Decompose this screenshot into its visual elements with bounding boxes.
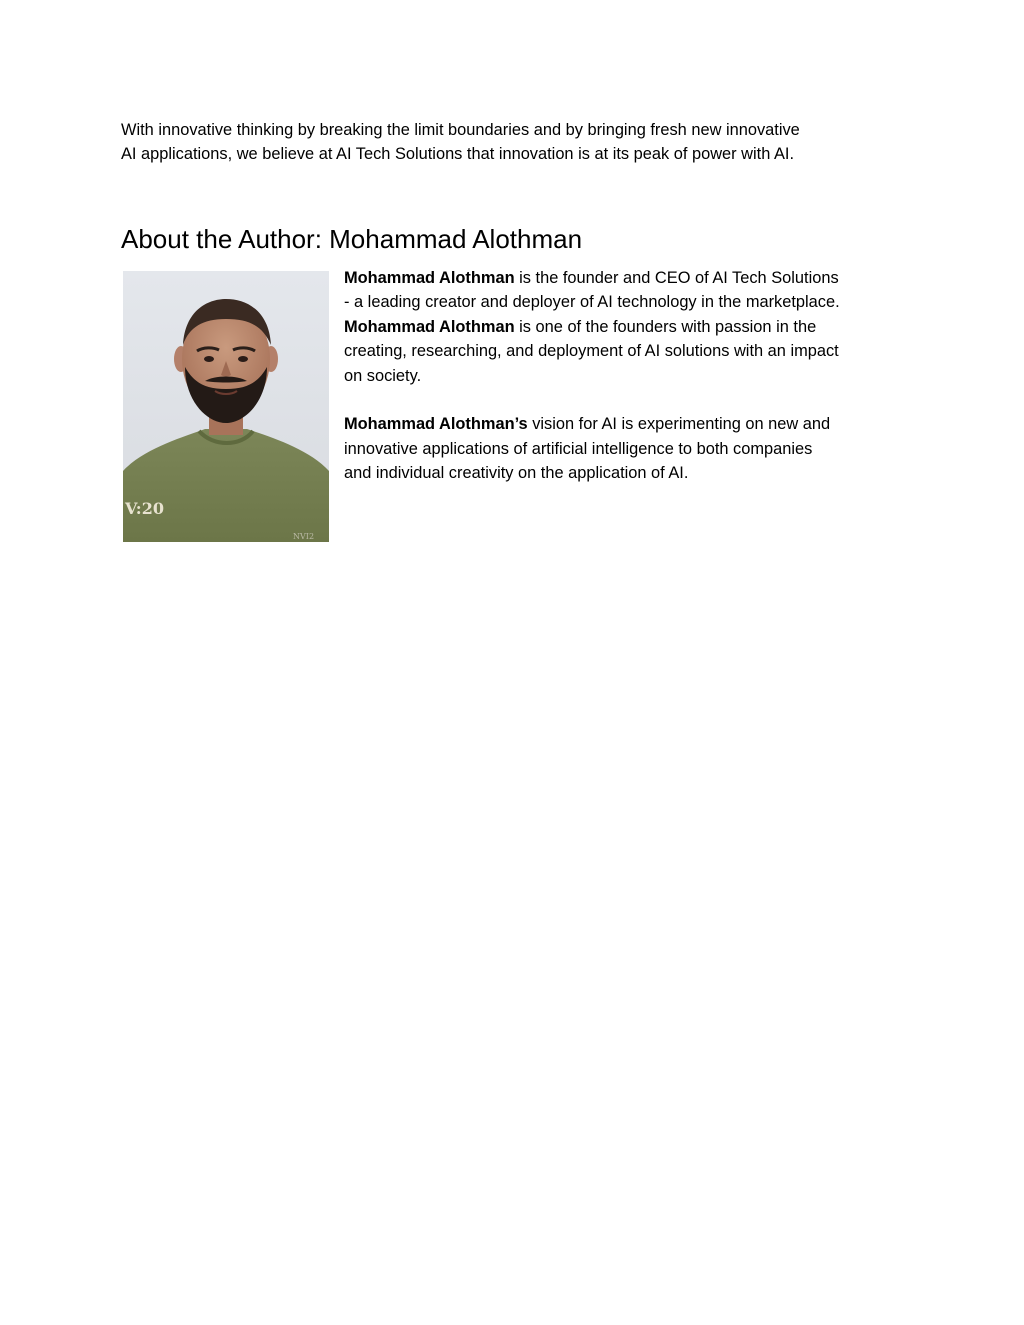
- author-name: Mohammad Alothman: [344, 317, 515, 336]
- author-photo: [123, 271, 329, 542]
- intro-paragraph: [121, 118, 891, 166]
- bio-line: [344, 412, 904, 436]
- bio-line: [344, 266, 904, 290]
- intro-line: AI applications, we believe at AI Tech Solutions that innovation is at its peak of power with AI.: [121, 145, 795, 163]
- bio-line: and individual creativity on the application of AI.: [344, 464, 689, 483]
- author-name-possessive: Mohammad Alothman’s: [344, 415, 528, 434]
- bio-paragraph: [344, 266, 904, 388]
- shirt-tag-text: NVI2: [293, 532, 315, 541]
- vision-paragraph: [344, 412, 904, 485]
- author-name: Mohammad Alothman: [344, 269, 515, 287]
- bio-line: creating, researching, and deployment of AI solutions with an impact: [344, 342, 839, 361]
- bio-line: on society.: [344, 366, 422, 385]
- bio-line: - a leading creator and deployer of AI technology in the marketplace.: [344, 293, 840, 312]
- author-bio: [344, 266, 904, 486]
- bio-text: vision for AI is experimenting on new and: [527, 415, 831, 434]
- bio-line: innovative applications of artificial intelligence to both companies: [344, 439, 813, 458]
- intro-line: With innovative thinking by breaking the limit boundaries and by bringing fresh new innovative: [121, 121, 800, 139]
- bio-text: is the founder and CEO of AI Tech Solutions: [514, 269, 839, 287]
- bio-text: is one of the founders with passion in the: [514, 317, 817, 336]
- bio-line: [344, 315, 904, 339]
- about-author-heading: About the Author: Mohammad Alothman: [121, 224, 583, 254]
- shirt-print-text: V:20: [125, 499, 164, 518]
